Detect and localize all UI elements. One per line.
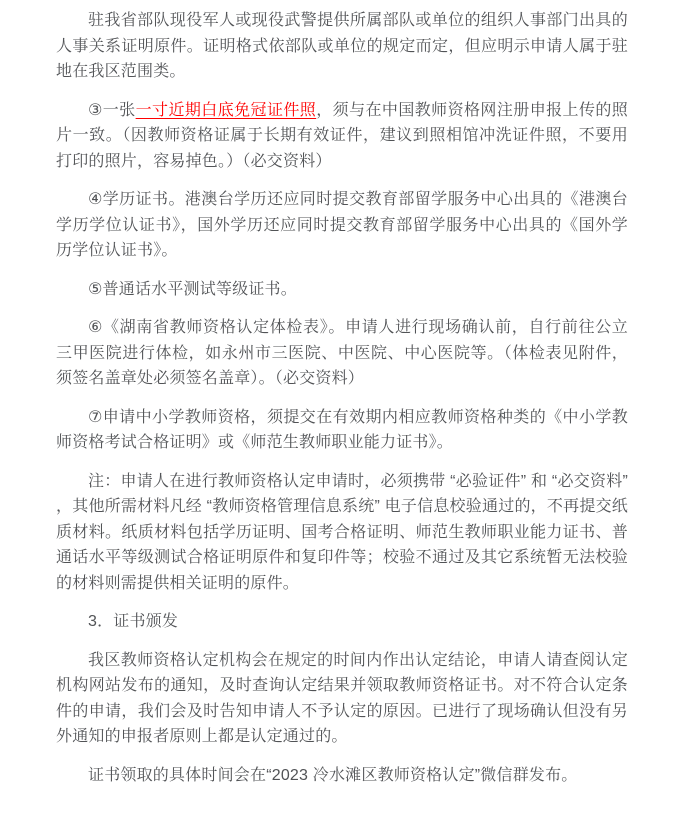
section-heading-certificate-issuance-text: 3．证书颁发 — [88, 613, 179, 630]
paragraph-note — [56, 469, 628, 597]
paragraph-id-photo — [56, 98, 628, 175]
section-heading-certificate-issuance — [56, 609, 628, 635]
paragraph-putonghua-certificate-text: ⑤普通话水平测试等级证书。 — [88, 280, 297, 298]
paragraph-exam-pass-certificate — [56, 405, 628, 456]
paragraph-exam-pass-certificate-text: ⑦申请中小学教师资格，须提交在有效期内相应教师资格种类的《中小学教师资格考试合格证明》或《师范生教师职业能力证书》。 — [56, 408, 628, 451]
paragraph-issuance-process — [56, 648, 628, 750]
highlight-photo-requirement: 一寸近期白底免冠证件照 — [135, 101, 317, 119]
paragraph-diploma-text: ④学历证书。港澳台学历还应同时提交教育部留学服务中心出具的《港澳台学历学位认证书》，国外学历还应同时提交教育部留学服务中心出具的《国外学历学位认证书》。 — [56, 191, 628, 259]
paragraph-note-text: 注：申请人在进行教师资格认定申请时，必须携带 “必验证件” 和 “必交资料” ，其他所需材料凡经 “教师资格管理信息系统” 电子信息校验通过的，不再提交纸质材料。纸质材料包括学历证明、国考合格证明、师范生教师职业能力证书、普通话水平等级测试合格证明原件和复印件等；校验不通过及其它系统暂无法校验的材料则需提供相关证明的原件。 — [56, 472, 628, 592]
paragraph-putonghua-certificate — [56, 277, 628, 303]
paragraph-id-photo-after: ，须与在中国教师资格网注册申报上传的照片一致。（因教师资格证属于长期有效证件，建议到照相馆冲洗证件照，不要用打印的照片，容易掉色。）（必交资料） — [56, 101, 628, 170]
paragraph-physical-exam — [56, 315, 628, 392]
paragraph-diploma — [56, 187, 628, 264]
paragraph-id-photo-before: ③一张 — [88, 101, 136, 119]
paragraph-military-personnel-text: 驻我省部队现役军人或现役武警提供所属部队或单位的组织人事部门出具的人事关系证明原件。证明格式依部队或单位的规定而定，但应明示申请人属于驻地在我区范围类。 — [56, 12, 628, 80]
paragraph-wechat-announcement-text: 证书领取的具体时间会在“2023 冷水滩区教师资格认定”微信群发布。 — [88, 766, 578, 784]
paragraph-physical-exam-text: ⑥《湖南省教师资格认定体检表》。申请人进行现场确认前，自行前往公立三甲医院进行体检，如永州市三医院、中医院、中心医院等。（体检表见附件，须签名盖章处必须签名盖章）。（必交资料） — [56, 319, 628, 387]
paragraph-issuance-process-text: 我区教师资格认定机构会在规定的时间内作出认定结论，申请人请查阅认定机构网站发布的通知，及时查询认定结果并领取教师资格证书。对不符合认定条件的申请，我们会及时告知申请人不予认定的原因。已进行了现场确认但没有另外通知的申报者原则上都是认定通过的。 — [56, 651, 628, 745]
paragraph-military-personnel — [56, 8, 628, 85]
paragraph-wechat-announcement — [56, 763, 628, 789]
